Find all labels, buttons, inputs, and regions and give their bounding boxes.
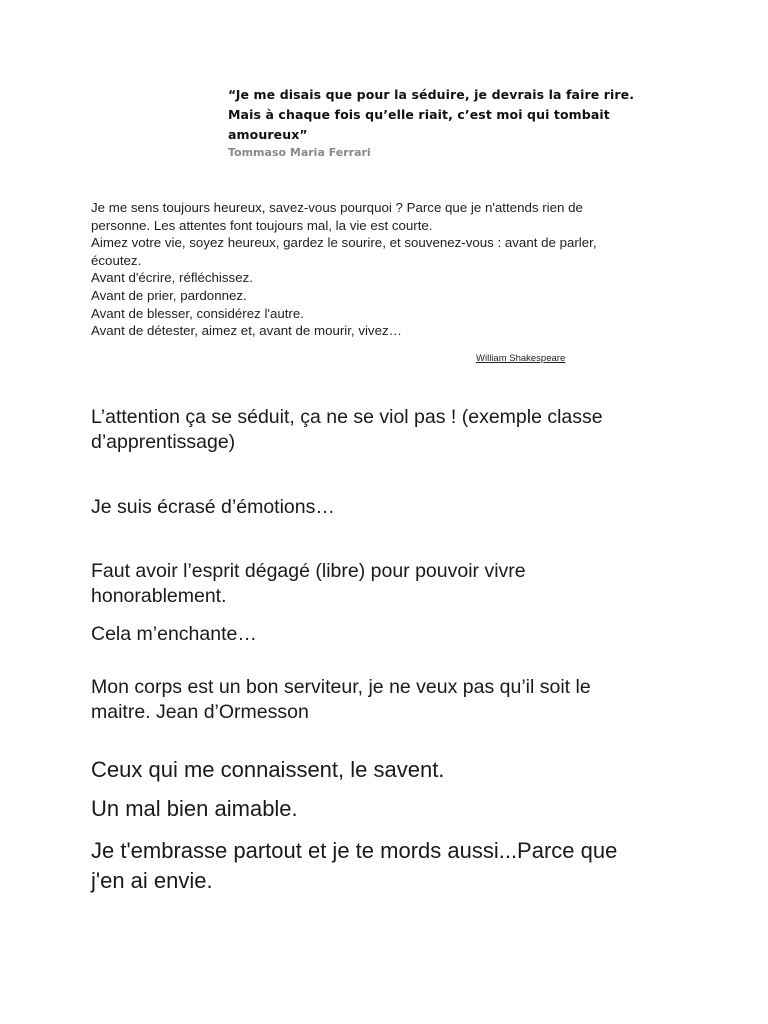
paragraph-line: Faut avoir l’esprit dégagé (libre) pour pouvoir vivre: [91, 560, 526, 582]
shakespeare-line: Avant de blesser, considérez l'autre.: [91, 305, 304, 321]
shakespeare-line: Je me sens toujours heureux, savez-vous pourquoi ? Parce que je n'attends rien de: [91, 200, 583, 215]
quote-line: Mais à chaque fois qu’elle riait, c’est moi qui tombait: [228, 107, 610, 122]
paragraph-attention: [91, 405, 603, 455]
ferrari-quote: [228, 85, 668, 161]
paragraph-line: Mon corps est un bon serviteur, je ne veux pas qu’il soit le: [91, 676, 591, 698]
shakespeare-line: Avant de détester, aimez et, avant de mourir, vivez…: [91, 323, 402, 339]
shakespeare-line: personne. Les attentes font toujours mal, la vie est courte.: [91, 217, 433, 233]
shakespeare-quote: [91, 199, 651, 340]
paragraph-embrasse: [91, 836, 617, 896]
paragraph-line: Un mal bien aimable.: [91, 796, 298, 821]
paragraph-line: Je t'embrasse partout et je te mords aussi...Parce que: [91, 838, 618, 863]
paragraph-line: honorablement.: [91, 585, 227, 607]
paragraph-connaissent: [91, 755, 444, 785]
paragraph-ormesson: [91, 675, 591, 725]
paragraph-esprit: [91, 559, 526, 609]
quote-line: amoureux”: [228, 127, 308, 142]
shakespeare-line: Avant de prier, pardonnez.: [91, 287, 247, 303]
paragraph-line: maitre. Jean d’Ormesson: [91, 701, 309, 723]
paragraph-line: L’attention ça se séduit, ça ne se viol pas ! (exemple classe: [91, 406, 603, 428]
paragraph-mal-aimable: [91, 794, 298, 824]
quote-line: “Je me disais que pour la séduire, je devrais la faire rire.: [228, 87, 635, 102]
shakespeare-line: écoutez.: [91, 252, 142, 268]
shakespeare-author-link[interactable]: William Shakespeare: [476, 353, 566, 364]
shakespeare-line: Aimez votre vie, soyez heureux, gardez le sourire, et souvenez-vous : avant de parler,: [91, 235, 597, 251]
paragraph-line: Cela m’enchante…: [91, 623, 257, 645]
quote-author: Tommaso Maria Ferrari: [228, 146, 371, 159]
paragraph-line: j'en ai envie.: [91, 868, 213, 893]
shakespeare-line: Avant d'écrire, réfléchissez.: [91, 270, 253, 286]
paragraph-enchante: [91, 622, 257, 647]
paragraph-emotions: [91, 495, 335, 520]
paragraph-line: Ceux qui me connaissent, le savent.: [91, 757, 445, 782]
paragraph-line: Je suis écrasé d’émotions…: [91, 496, 335, 518]
paragraph-line: d’apprentissage): [91, 431, 236, 453]
